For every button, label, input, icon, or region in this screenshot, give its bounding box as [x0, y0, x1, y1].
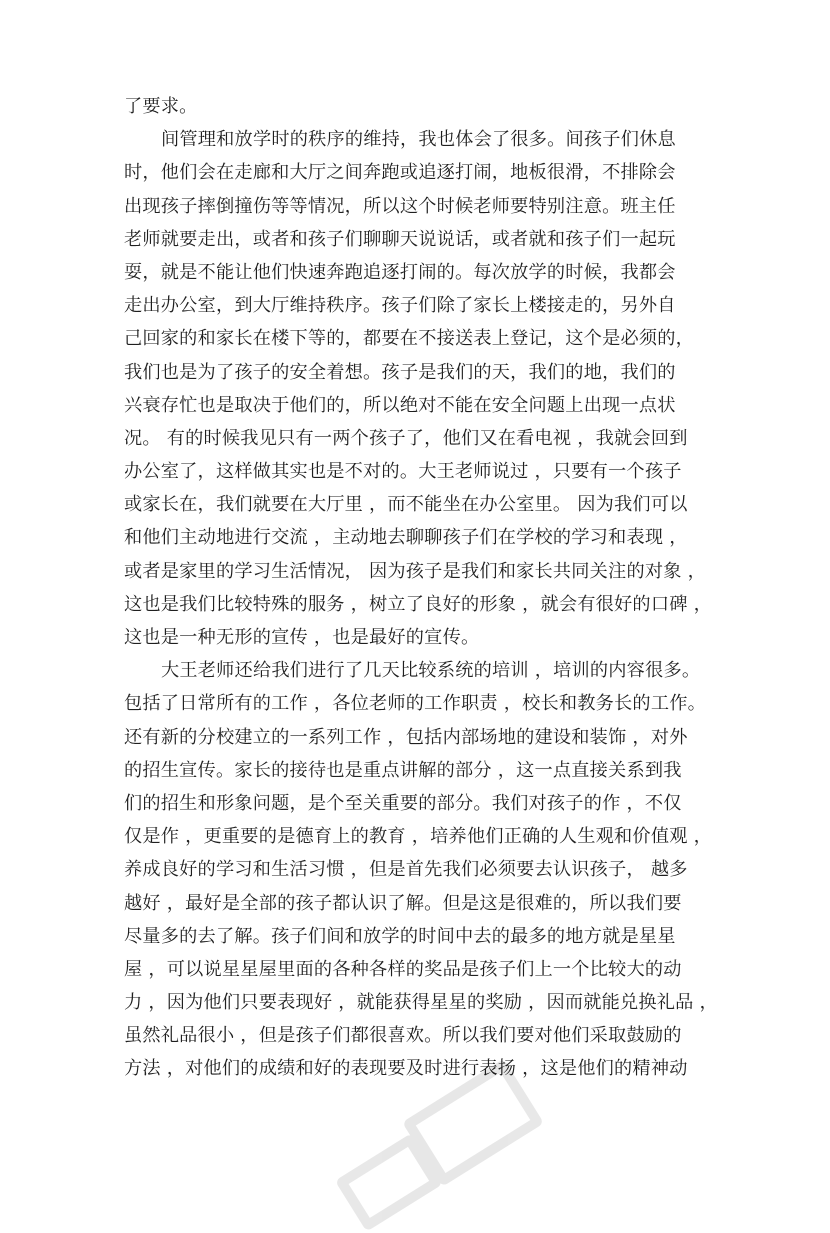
text-line: 力 ，因为他们只要表现好 ，就能获得星星的奖励 ，因而就能兑换礼品 ，	[124, 992, 718, 1014]
text-line: 办公室了，这样做其实也是不对的。大王老师说过 ，只要有一个孩子	[124, 461, 682, 483]
text-line: 了要求。	[124, 96, 198, 117]
text-line: 兴衰存忙也是取决于他们的，所以绝对不能在安全问题上出现一点状	[124, 394, 676, 416]
text-line: 和他们主动地进行交流 ，主动地去聊聊孩子们在学校的学习和表现 ，	[124, 527, 688, 549]
text-line: 出现孩子摔倒撞伤等等情况，所以这个时候老师要特别注意。班主任	[124, 195, 676, 217]
text-line: 方法 ，对他们的成绩和好的表现要及时进行表扬 ，这是他们的精神动	[124, 1058, 688, 1080]
text-line: 己回家的和家长在楼下等的，都要在不接送表上登记，这个是必须的，	[124, 328, 695, 350]
text-line: 这也是我们比较特殊的服务 ，树立了良好的形象 ，就会有很好的口碑 ，	[124, 593, 712, 615]
body-text	[124, 90, 718, 1086]
text-line: 间管理和放学时的秩序的维持，我也体会了很多。间孩子们休息	[161, 129, 676, 151]
text-line: 我们也是为了孩子的安全着想。孩子是我们的天，我们的地，我们的	[124, 361, 676, 383]
text-line: 们的招生和形象问题，是个至关重要的部分。我们对孩子的作 ，不仅	[124, 792, 682, 814]
text-line: 仅是作 ，更重要的是德育上的教育 ，培养他们正确的人生观和价值观 ，	[124, 826, 712, 848]
text-line: 包括了日常所有的工作 ，各位老师的工作职责 ，校长和教务长的工作。	[124, 693, 706, 715]
text-line: 况。 有的时候我见只有一两个孩子了，他们又在看电视 ，我就会回到	[124, 427, 688, 449]
text-line: 尽量多的去了解。孩子们间和放学的时间中去的最多的地方就是星星	[124, 925, 676, 947]
text-line: 大王老师还给我们进行了几天比较系统的培训 ，培训的内容很多。	[161, 660, 701, 682]
text-line: 或家长在，我们就要在大厅里 ，而不能坐在办公室里。 因为我们可以	[124, 494, 688, 516]
text-line: 老师就要走出，或者和孩子们聊聊天说说话，或者就和孩子们一起玩	[124, 228, 676, 250]
text-line: 或者是家里的学习生活情况， 因为孩子是我们和家长共同关注的对象 ，	[124, 560, 706, 582]
text-line: 虽然礼品很小 ，但是孩子们都很喜欢。所以我们要对他们采取鼓励的	[124, 1025, 682, 1047]
text-line: 耍，就是不能让他们快速奔跑追逐打闹的。每次放学的时候，我都会	[124, 261, 676, 283]
text-line: 养成良好的学习和生活习惯 ，但是首先我们必须要去认识孩子， 越多	[124, 859, 688, 881]
text-line: 时，他们会在走廊和大厅之间奔跑或追逐打闹，地板很滑，不排除会	[124, 162, 676, 184]
text-line: 这也是一种无形的宣传 ，也是最好的宣传。	[124, 627, 480, 648]
text-line: 的招生宣传。家长的接待也是重点讲解的部分 ，这一点直接关系到我	[124, 759, 682, 781]
text-line: 越好 ，最好是全部的孩子都认识了解。但是这是很难的，所以我们要	[124, 892, 682, 914]
text-line: 走出办公室，到大厅维持秩序。孩子们除了家长上楼接走的，另外自	[124, 295, 676, 317]
text-line: 屋 ，可以说星星屋里面的各种各样的奖品是孩子们上一个比较大的动	[124, 958, 682, 980]
text-line: 还有新的分校建立的一系列工作 ，包括内部场地的建设和装饰 ，对外	[124, 726, 688, 748]
